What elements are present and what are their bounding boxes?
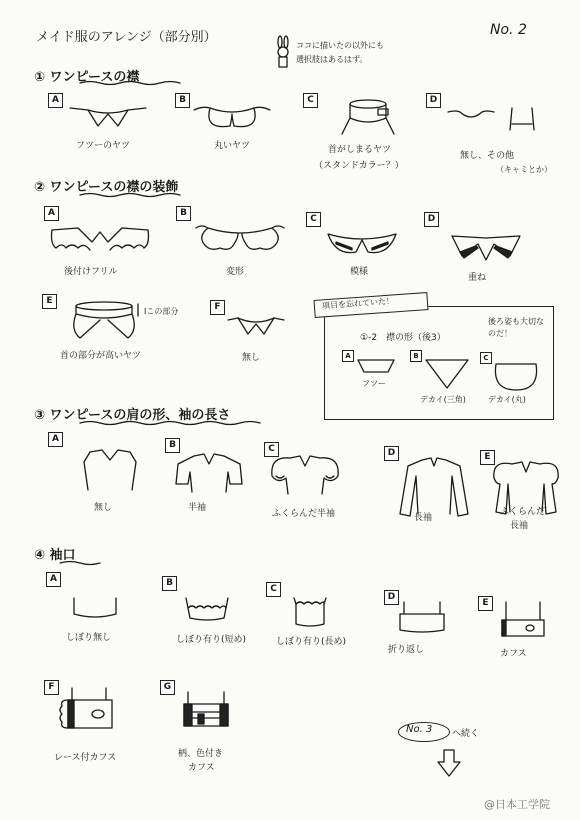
s1-badge-a: A bbox=[48, 93, 63, 108]
s2-note-e: Iこの部分 bbox=[144, 307, 179, 316]
s1-label-a: フツーのヤツ bbox=[76, 141, 131, 151]
box-label-a: フツー bbox=[362, 379, 386, 388]
s3-badge-a: A bbox=[48, 432, 63, 447]
box-ribbon-text: 項目を忘れていた！ bbox=[321, 296, 395, 311]
s4-badge-b: B bbox=[162, 576, 177, 591]
s1-label-d2: （キャミとか） bbox=[496, 165, 552, 174]
s2-label-d: 重ね bbox=[468, 273, 487, 283]
s4-badge-g: G bbox=[160, 680, 175, 695]
s1-badge-b: B bbox=[175, 93, 190, 108]
s2-label-e: 首の部分が高いヤツ bbox=[60, 351, 142, 361]
puff-short-sleeve-icon bbox=[268, 452, 342, 496]
s3-badge-e: E bbox=[480, 450, 495, 465]
collar-none-icon bbox=[446, 108, 496, 128]
s1-label-b: 丸いヤツ bbox=[214, 141, 251, 151]
s2-label-a: 後付けフリル bbox=[64, 267, 118, 277]
s3-badge-b: B bbox=[165, 438, 180, 453]
s4-badge-d: D bbox=[384, 590, 399, 605]
box-badge-a: A bbox=[342, 350, 354, 362]
s3-label-b: 半袖 bbox=[188, 503, 207, 513]
s4-label-f: レース付カフス bbox=[54, 753, 117, 763]
section-2-title: ② ワンピースの襟の装飾 bbox=[34, 180, 179, 195]
section-4-underline bbox=[60, 560, 100, 566]
cuff-long-gather-icon bbox=[290, 596, 330, 630]
s1-label-c: 首がしまるヤツ bbox=[328, 145, 392, 155]
short-sleeve-icon bbox=[174, 450, 244, 494]
s4-label-g: 柄、色付き bbox=[178, 749, 224, 759]
cuff-none-icon bbox=[70, 596, 120, 624]
box-label-c: デカイ(丸) bbox=[488, 395, 526, 404]
s2-label-c: 模様 bbox=[350, 267, 369, 277]
s4-label-g2: カフス bbox=[188, 763, 215, 773]
s2-badge-f: F bbox=[210, 300, 225, 315]
section-3-title: ③ ワンピースの肩の形、袖の長さ bbox=[34, 408, 231, 423]
box-subtitle: ①-2 襟の形（後3） bbox=[360, 333, 446, 343]
back-collar-round-icon bbox=[494, 362, 538, 392]
s3-label-d: 長袖 bbox=[414, 513, 433, 523]
rabbit-icon bbox=[274, 36, 292, 72]
collar-frill-icon bbox=[48, 222, 152, 262]
s3-badge-d: D bbox=[384, 446, 399, 461]
s4-badge-a: A bbox=[46, 572, 61, 587]
section-1-underline bbox=[80, 80, 200, 86]
s3-badge-c: C bbox=[264, 442, 279, 457]
next-page-number: No. 3 bbox=[406, 724, 433, 735]
collar-pattern-icon bbox=[326, 226, 398, 262]
s4-label-b: しぼり有り(短め) bbox=[176, 635, 247, 645]
note-line-2: 選択肢はあるはず。 bbox=[296, 55, 368, 64]
s4-badge-c: C bbox=[266, 582, 281, 597]
collar-layered-icon bbox=[450, 230, 522, 266]
s4-badge-f: F bbox=[44, 680, 59, 695]
watermark: @日本工学院 bbox=[484, 798, 550, 811]
collar-scallop-icon bbox=[194, 222, 286, 258]
cuff-fold-back-icon bbox=[398, 600, 448, 634]
shoulder-none-icon bbox=[80, 444, 140, 492]
page-title: メイド服のアレンジ（部分別） bbox=[36, 30, 217, 45]
cuff-short-gather-icon bbox=[182, 596, 232, 626]
box-side-note: 後ろ姿も大切なのだ！ bbox=[488, 317, 544, 338]
section-1-title: ① ワンピースの襟 bbox=[34, 70, 140, 85]
collar-regular-icon bbox=[68, 102, 148, 132]
section-3-underline bbox=[80, 420, 270, 426]
section-2-underline bbox=[80, 192, 200, 198]
back-collar-regular-icon bbox=[356, 358, 396, 374]
s2-label-f: 無し bbox=[242, 353, 261, 363]
s2-badge-a: A bbox=[44, 206, 59, 221]
s2-label-b: 変形 bbox=[226, 267, 245, 277]
s3-label-a: 無し bbox=[94, 503, 113, 513]
s4-label-a: しぼり無し bbox=[66, 633, 112, 643]
camisole-icon bbox=[508, 104, 538, 132]
box-label-b: デカイ(三角) bbox=[420, 395, 466, 404]
cuff-patterned-icon bbox=[180, 690, 232, 730]
s2-badge-c: C bbox=[306, 212, 321, 227]
s4-label-d: 折り返し bbox=[388, 645, 425, 655]
note-line-1: ココに描いたの以外にも bbox=[296, 41, 384, 50]
s1-label-d: 無し、その他 bbox=[460, 151, 515, 161]
page-number: No. 2 bbox=[490, 22, 527, 38]
s3-label-e: ふくらんだ bbox=[500, 507, 546, 517]
cuff-lace-icon bbox=[56, 686, 120, 734]
s2-badge-e: E bbox=[42, 294, 57, 309]
back-collar-triangle-icon bbox=[424, 358, 470, 390]
cuff-button-icon bbox=[496, 600, 550, 640]
s3-label-c: ふくらんだ半袖 bbox=[272, 509, 336, 519]
s4-label-c: しぼり有り(長め) bbox=[276, 637, 347, 647]
s3-label-e2: 長袖 bbox=[510, 521, 529, 531]
s1-badge-c: C bbox=[303, 93, 318, 108]
s2-badge-d: D bbox=[424, 212, 439, 227]
next-page-text: へ続く bbox=[452, 729, 480, 739]
s4-label-e: カフス bbox=[500, 649, 527, 659]
collar-round-icon bbox=[192, 100, 272, 134]
collar-plain-icon bbox=[226, 314, 288, 342]
down-arrow-icon bbox=[436, 748, 462, 778]
long-sleeve-icon bbox=[398, 454, 470, 530]
box-badge-b: B bbox=[410, 350, 422, 362]
section-4-title: ④ 袖口 bbox=[34, 548, 76, 563]
s2-badge-b: B bbox=[176, 206, 191, 221]
s4-badge-e: E bbox=[478, 596, 493, 611]
s1-badge-d: D bbox=[426, 93, 441, 108]
box-badge-c: C bbox=[480, 352, 492, 364]
s1-label-c2: （スタンドカラー？） bbox=[314, 161, 404, 171]
collar-high-icon bbox=[64, 300, 144, 344]
collar-stand-icon bbox=[338, 96, 408, 136]
